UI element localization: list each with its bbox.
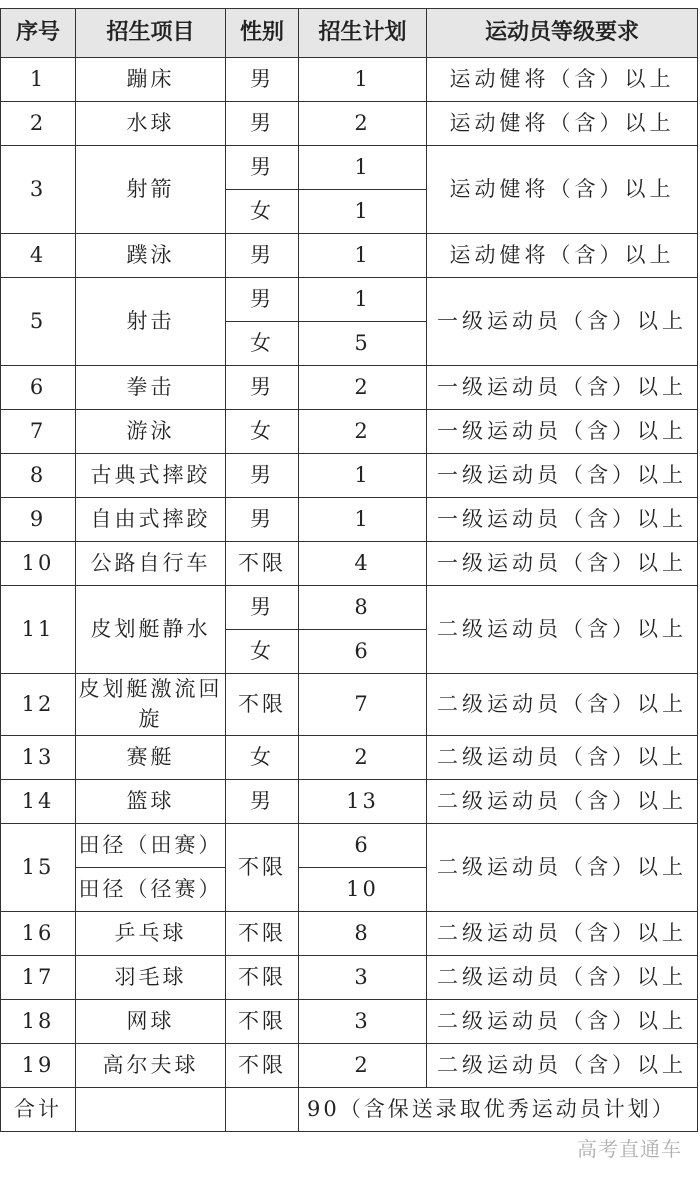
- plan-count: 4: [299, 542, 427, 586]
- table-row: [1, 542, 698, 586]
- requirement: 一级运动员（含）以上: [427, 410, 698, 454]
- row-number: 13: [1, 735, 76, 779]
- plan-count: 10: [299, 867, 427, 911]
- gender: 女: [226, 410, 299, 454]
- requirement: 二级运动员（含）以上: [427, 823, 698, 911]
- plan-count: 13: [299, 779, 427, 823]
- project-name: 羽毛球: [76, 955, 226, 999]
- gender: 男: [226, 278, 299, 322]
- table-row: [1, 498, 698, 542]
- total-row: [1, 1087, 698, 1131]
- requirement: 二级运动员（含）以上: [427, 674, 698, 736]
- requirement: 二级运动员（含）以上: [427, 999, 698, 1043]
- requirement: 运动健将（含）以上: [427, 146, 698, 234]
- project-name: 公路自行车: [76, 542, 226, 586]
- requirement: 二级运动员（含）以上: [427, 911, 698, 955]
- header-no: 序号: [1, 9, 76, 58]
- requirement: 一级运动员（含）以上: [427, 498, 698, 542]
- table-row: [1, 586, 698, 630]
- gender: 不限: [226, 999, 299, 1043]
- plan-count: 2: [299, 366, 427, 410]
- gender: 男: [226, 234, 299, 278]
- plan-count: 2: [299, 102, 427, 146]
- table-row: [1, 410, 698, 454]
- table-row: [1, 911, 698, 955]
- project-name: 蹼泳: [76, 234, 226, 278]
- row-number: 14: [1, 779, 76, 823]
- row-number: 3: [1, 146, 76, 234]
- gender: 男: [226, 366, 299, 410]
- row-number: 4: [1, 234, 76, 278]
- project-name: 水球: [76, 102, 226, 146]
- project-name: 蹦床: [76, 58, 226, 102]
- row-number: 9: [1, 498, 76, 542]
- gender: 男: [226, 498, 299, 542]
- plan-count: 6: [299, 630, 427, 674]
- row-number: 18: [1, 999, 76, 1043]
- table-row: [1, 823, 698, 867]
- plan-count: 7: [299, 674, 427, 736]
- plan-count: 8: [299, 586, 427, 630]
- plan-count: 1: [299, 278, 427, 322]
- header-requirement: 运动员等级要求: [427, 9, 698, 58]
- project-name: 古典式摔跤: [76, 454, 226, 498]
- header-plan: 招生计划: [299, 9, 427, 58]
- plan-count: 1: [299, 454, 427, 498]
- row-number: 12: [1, 674, 76, 736]
- plan-count: 8: [299, 911, 427, 955]
- table-row: [1, 366, 698, 410]
- requirement: 运动健将（含）以上: [427, 58, 698, 102]
- table-row: [1, 1043, 698, 1087]
- table-row: [1, 999, 698, 1043]
- requirement: 二级运动员（含）以上: [427, 586, 698, 674]
- requirement: 二级运动员（含）以上: [427, 955, 698, 999]
- project-name: 自由式摔跤: [76, 498, 226, 542]
- project-name: 网球: [76, 999, 226, 1043]
- gender: 不限: [226, 911, 299, 955]
- enrollment-table: [0, 8, 698, 1132]
- requirement: 运动健将（含）以上: [427, 102, 698, 146]
- requirement: 二级运动员（含）以上: [427, 1043, 698, 1087]
- plan-count: 3: [299, 955, 427, 999]
- plan-count: 2: [299, 1043, 427, 1087]
- header-gender: 性别: [226, 9, 299, 58]
- project-name: 田径（径赛）: [76, 867, 226, 911]
- row-number: 2: [1, 102, 76, 146]
- header-row: [1, 9, 698, 58]
- project-name: 射箭: [76, 146, 226, 234]
- gender: 不限: [226, 1043, 299, 1087]
- project-name: 乒乓球: [76, 911, 226, 955]
- requirement: 二级运动员（含）以上: [427, 779, 698, 823]
- row-number: 1: [1, 58, 76, 102]
- watermark: 高考直通车: [577, 1137, 682, 1161]
- row-number: 15: [1, 823, 76, 911]
- requirement: 二级运动员（含）以上: [427, 735, 698, 779]
- project-name: 射击: [76, 278, 226, 366]
- row-number: 7: [1, 410, 76, 454]
- table-row: [1, 146, 698, 190]
- row-number: 16: [1, 911, 76, 955]
- requirement: 一级运动员（含）以上: [427, 278, 698, 366]
- project-name: 皮划艇激流回旋: [76, 674, 226, 736]
- table-row: [1, 674, 698, 736]
- row-number: 5: [1, 278, 76, 366]
- table-row: [1, 779, 698, 823]
- table-row: [1, 454, 698, 498]
- gender: 不限: [226, 955, 299, 999]
- plan-count: 1: [299, 146, 427, 190]
- total-label: 合计: [1, 1087, 76, 1131]
- row-number: 17: [1, 955, 76, 999]
- table-row: [1, 102, 698, 146]
- table-row: [1, 234, 698, 278]
- gender: 女: [226, 630, 299, 674]
- row-number: 11: [1, 586, 76, 674]
- plan-count: 2: [299, 410, 427, 454]
- gender: 女: [226, 322, 299, 366]
- project-name: 皮划艇静水: [76, 586, 226, 674]
- project-name: 赛艇: [76, 735, 226, 779]
- plan-count: 1: [299, 58, 427, 102]
- requirement: 一级运动员（含）以上: [427, 366, 698, 410]
- requirement: 一级运动员（含）以上: [427, 454, 698, 498]
- project-name: 篮球: [76, 779, 226, 823]
- gender: 女: [226, 190, 299, 234]
- gender: 男: [226, 102, 299, 146]
- project-name: 高尔夫球: [76, 1043, 226, 1087]
- plan-count: 1: [299, 234, 427, 278]
- gender: 男: [226, 58, 299, 102]
- table-row: [1, 735, 698, 779]
- total-text: 90（含保送录取优秀运动员计划）: [299, 1087, 698, 1131]
- plan-count: 1: [299, 498, 427, 542]
- plan-count: 6: [299, 823, 427, 867]
- row-number: 10: [1, 542, 76, 586]
- gender: 不限: [226, 674, 299, 736]
- requirement: 一级运动员（含）以上: [427, 542, 698, 586]
- table-row: [1, 955, 698, 999]
- row-number: 19: [1, 1043, 76, 1087]
- gender: 不限: [226, 542, 299, 586]
- table-row: [1, 58, 698, 102]
- gender: 女: [226, 735, 299, 779]
- plan-count: 1: [299, 190, 427, 234]
- plan-count: 3: [299, 999, 427, 1043]
- table-row: [1, 278, 698, 322]
- row-number: 8: [1, 454, 76, 498]
- plan-count: 5: [299, 322, 427, 366]
- header-project: 招生项目: [76, 9, 226, 58]
- plan-count: 2: [299, 735, 427, 779]
- gender: 男: [226, 779, 299, 823]
- gender: 男: [226, 146, 299, 190]
- project-name: 田径（田赛）: [76, 823, 226, 867]
- total-empty-project: [76, 1087, 226, 1131]
- row-number: 6: [1, 366, 76, 410]
- gender: 男: [226, 586, 299, 630]
- project-name: 游泳: [76, 410, 226, 454]
- gender: 不限: [226, 823, 299, 911]
- project-name: 拳击: [76, 366, 226, 410]
- requirement: 运动健将（含）以上: [427, 234, 698, 278]
- gender: 男: [226, 454, 299, 498]
- total-empty-gender: [226, 1087, 299, 1131]
